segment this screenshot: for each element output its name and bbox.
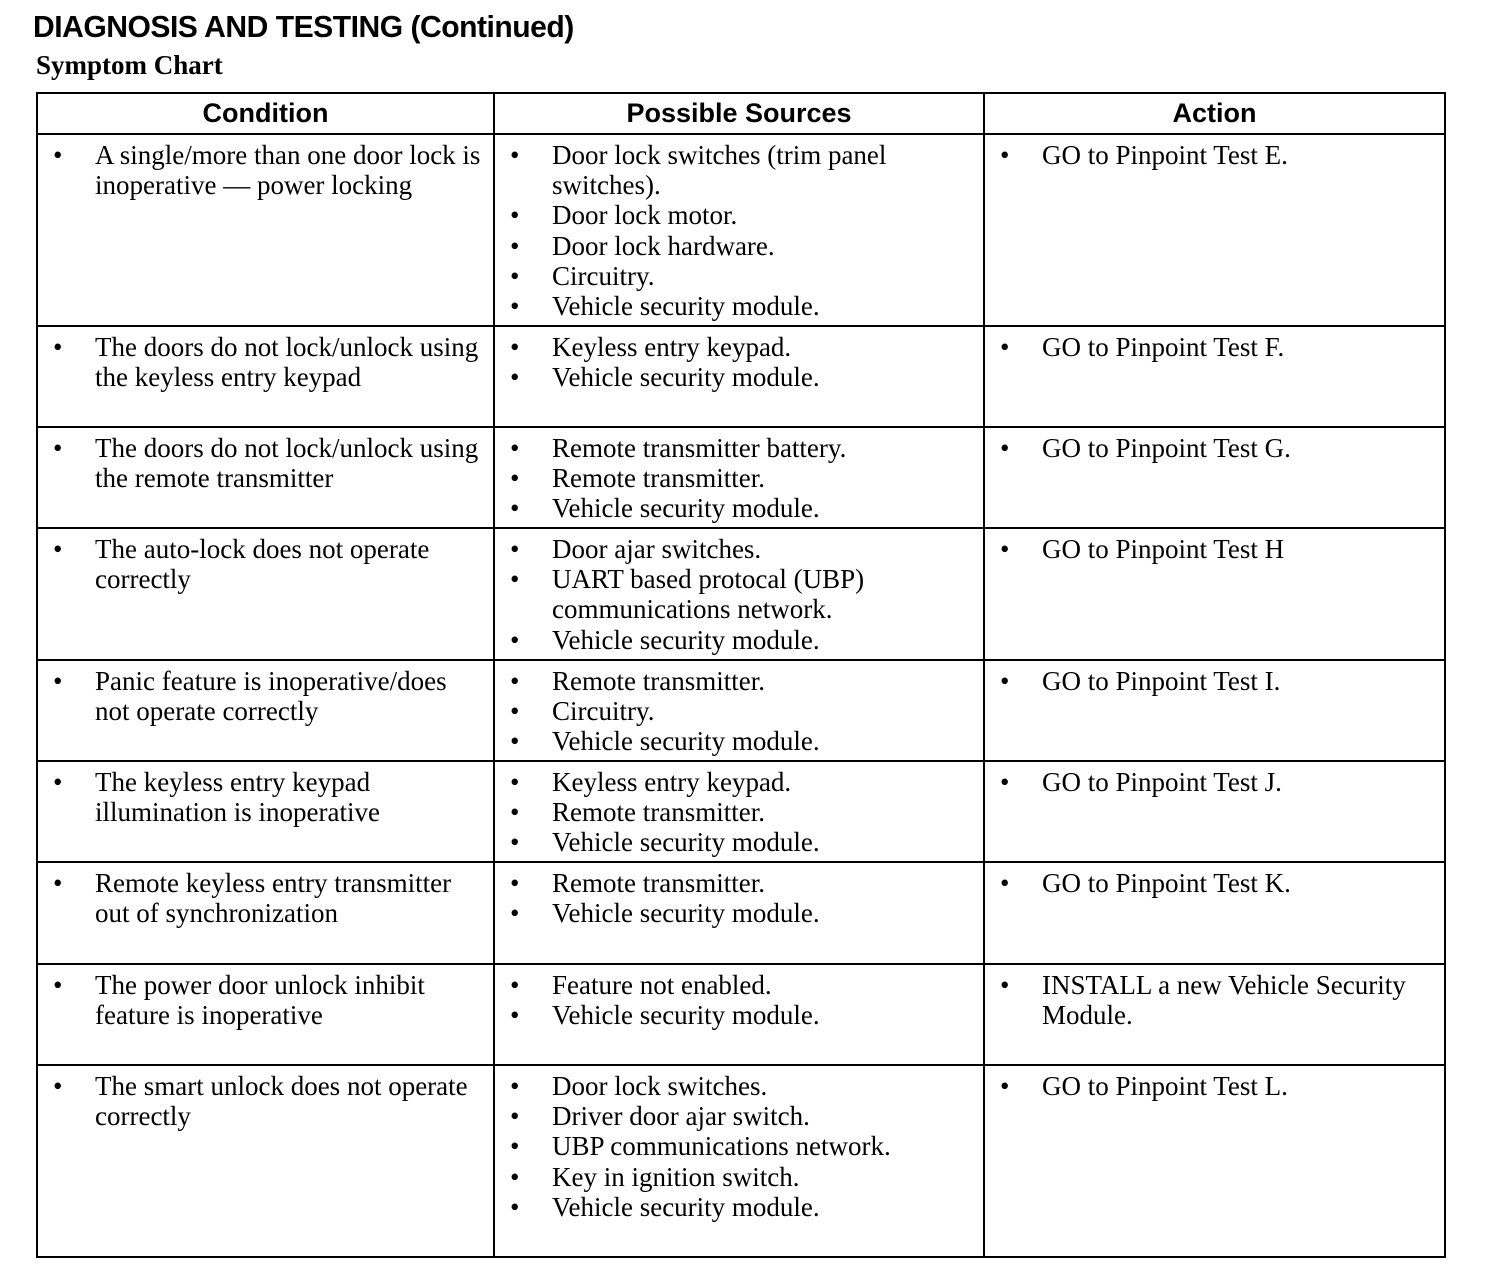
list-item-text: GO to Pinpoint Test E.: [1042, 140, 1288, 170]
bullet-icon: •: [1000, 970, 1010, 1000]
bullet-list: [495, 767, 983, 858]
bullet-list: [38, 140, 493, 200]
list-item-text: The smart unlock does not operate correctly: [95, 1071, 468, 1132]
list-item-text: INSTALL a new Vehicle Security Module.: [1042, 970, 1406, 1031]
bullet-icon: •: [1000, 666, 1010, 696]
symptom-chart-table: [36, 92, 1446, 1258]
list-item: [38, 767, 493, 827]
list-item-text: Keyless entry keypad.: [552, 332, 792, 362]
condition-cell: [37, 528, 494, 660]
list-item-text: Vehicle security module.: [552, 624, 820, 655]
bullet-list: [38, 868, 493, 928]
bullet-icon: •: [1000, 433, 1010, 463]
bullet-list: [495, 332, 983, 392]
bullet-icon: •: [510, 230, 520, 261]
list-item-text: Remote transmitter.: [552, 797, 765, 828]
condition-cell: [37, 134, 494, 326]
table-header-row: [37, 93, 1445, 134]
list-item: [495, 493, 983, 523]
list-item-text: The power door unlock inhibit feature is inoperative: [95, 970, 425, 1031]
action-cell: [984, 1065, 1445, 1257]
bullet-icon: •: [510, 332, 520, 362]
header-possible-sources: Possible Sources: [494, 93, 984, 134]
bullet-icon: •: [510, 970, 520, 1000]
table-row: [37, 1065, 1445, 1257]
bullet-icon: •: [510, 493, 520, 524]
bullet-icon: •: [510, 726, 520, 757]
bullet-icon: •: [53, 1071, 63, 1101]
list-item: [985, 433, 1444, 463]
bullet-icon: •: [1000, 868, 1010, 898]
list-item: [495, 1192, 983, 1222]
bullet-icon: •: [53, 666, 63, 696]
bullet-list: [38, 666, 493, 726]
list-item-text: The keyless entry keypad illumination is inoperative: [95, 767, 380, 828]
possible-sources-cell: [494, 862, 984, 964]
table-row: [37, 660, 1445, 761]
list-item-text: Panic feature is inoperative/does not operate correctly: [95, 666, 447, 727]
list-item: [495, 625, 983, 655]
list-item-text: UART based protocal (UBP) communications network.: [552, 564, 865, 625]
list-item-text: Vehicle security module.: [552, 362, 820, 393]
list-item: [495, 1162, 983, 1192]
action-cell: [984, 660, 1445, 761]
bullet-list: [985, 1071, 1444, 1101]
table-row: [37, 427, 1445, 528]
bullet-icon: •: [510, 260, 520, 291]
list-item-text: Vehicle security module.: [552, 493, 820, 524]
bullet-list: [985, 666, 1444, 696]
list-item-text: Vehicle security module.: [552, 827, 820, 858]
bullet-list: [38, 767, 493, 827]
table-row: [37, 134, 1445, 326]
bullet-list: [985, 433, 1444, 463]
bullet-list: [495, 534, 983, 655]
list-item: [495, 797, 983, 827]
list-item: [985, 666, 1444, 696]
condition-cell: [37, 1065, 494, 1257]
bullet-icon: •: [510, 898, 520, 929]
bullet-icon: •: [510, 291, 520, 322]
list-item-text: Keyless entry keypad.: [552, 767, 792, 797]
action-cell: [984, 964, 1445, 1065]
list-item-text: Door lock switches (trim panel switches).: [552, 140, 887, 201]
list-item-text: GO to Pinpoint Test G.: [1042, 433, 1291, 463]
list-item-text: GO to Pinpoint Test J.: [1042, 767, 1282, 797]
bullet-list: [38, 970, 493, 1030]
bullet-icon: •: [510, 534, 520, 564]
table-row: [37, 326, 1445, 427]
possible-sources-cell: [494, 660, 984, 761]
bullet-icon: •: [510, 1191, 520, 1222]
list-item: [495, 362, 983, 392]
list-item: [495, 534, 983, 564]
bullet-list: [38, 332, 493, 392]
list-item: [38, 433, 493, 493]
bullet-list: [495, 666, 983, 757]
possible-sources-cell: [494, 528, 984, 660]
list-item-text: Door ajar switches.: [552, 534, 762, 564]
bullet-list: [38, 534, 493, 594]
list-item: [38, 332, 493, 392]
list-item: [495, 231, 983, 261]
list-item-text: The auto-lock does not operate correctly: [95, 534, 430, 595]
bullet-icon: •: [510, 1071, 520, 1101]
list-item: [495, 970, 983, 1000]
bullet-icon: •: [1000, 767, 1010, 797]
bullet-list: [985, 534, 1444, 564]
list-item: [495, 1131, 983, 1161]
list-item: [985, 868, 1444, 898]
action-cell: [984, 134, 1445, 326]
list-item-text: GO to Pinpoint Test H: [1042, 534, 1285, 564]
list-item: [495, 140, 983, 200]
bullet-list: [985, 868, 1444, 898]
list-item: [985, 767, 1444, 797]
list-item: [495, 1071, 983, 1101]
list-item: [495, 433, 983, 463]
list-item: [495, 291, 983, 321]
list-item-text: GO to Pinpoint Test I.: [1042, 666, 1281, 696]
bullet-list: [985, 332, 1444, 362]
table-row: [37, 761, 1445, 862]
bullet-icon: •: [510, 797, 520, 828]
list-item: [495, 898, 983, 928]
header-condition: Condition: [37, 93, 494, 134]
list-item-text: A single/more than one door lock is inoperative — power locking: [95, 140, 481, 201]
bullet-list: [38, 433, 493, 493]
list-item: [495, 463, 983, 493]
bullet-icon: •: [53, 140, 63, 170]
list-item-text: The doors do not lock/unlock using the keyless entry keypad: [95, 332, 479, 393]
action-cell: [984, 326, 1445, 427]
list-item-text: GO to Pinpoint Test F.: [1042, 332, 1285, 362]
list-item-text: Door lock switches.: [552, 1071, 768, 1101]
action-cell: [984, 528, 1445, 660]
list-item: [985, 970, 1444, 1030]
list-item: [38, 970, 493, 1030]
list-item-text: Driver door ajar switch.: [552, 1101, 810, 1132]
action-cell: [984, 427, 1445, 528]
list-item: [495, 696, 983, 726]
list-item-text: Vehicle security module.: [552, 291, 820, 322]
list-item-text: Remote transmitter.: [552, 463, 765, 494]
condition-cell: [37, 761, 494, 862]
bullet-list: [495, 140, 983, 321]
list-item: [495, 767, 983, 797]
list-item: [495, 726, 983, 756]
list-item: [985, 332, 1444, 362]
list-item: [38, 868, 493, 928]
list-item-text: Vehicle security module.: [552, 1000, 820, 1031]
list-item: [38, 666, 493, 726]
list-item: [495, 1000, 983, 1030]
bullet-icon: •: [510, 564, 520, 595]
list-item: [38, 140, 493, 200]
bullet-icon: •: [510, 200, 520, 231]
condition-cell: [37, 326, 494, 427]
bullet-icon: •: [510, 827, 520, 858]
list-item: [495, 200, 983, 230]
bullet-icon: •: [510, 1101, 520, 1132]
bullet-icon: •: [510, 1131, 520, 1162]
bullet-list: [495, 433, 983, 524]
bullet-icon: •: [53, 534, 63, 564]
list-item-text: Circuitry.: [552, 260, 655, 291]
bullet-icon: •: [510, 433, 520, 463]
possible-sources-cell: [494, 1065, 984, 1257]
bullet-list: [985, 140, 1444, 170]
condition-cell: [37, 964, 494, 1065]
list-item-text: The doors do not lock/unlock using the remote transmitter: [95, 433, 479, 494]
list-item-text: GO to Pinpoint Test K.: [1042, 868, 1291, 898]
bullet-icon: •: [510, 868, 520, 898]
list-item: [495, 332, 983, 362]
list-item-text: Remote keyless entry transmitter out of synchronization: [95, 868, 452, 929]
bullet-list: [495, 868, 983, 928]
bullet-list: [38, 1071, 493, 1131]
header-action: Action: [984, 93, 1445, 134]
bullet-list: [495, 1071, 983, 1222]
list-item: [495, 261, 983, 291]
condition-cell: [37, 862, 494, 964]
list-item-text: Door lock hardware.: [552, 230, 775, 261]
list-item: [495, 827, 983, 857]
list-item-text: Door lock motor.: [552, 200, 738, 231]
list-item: [38, 534, 493, 594]
list-item-text: Remote transmitter.: [552, 868, 765, 898]
list-item-text: Key in ignition switch.: [552, 1161, 800, 1192]
table-row: [37, 528, 1445, 660]
bullet-list: [495, 970, 983, 1030]
bullet-icon: •: [510, 463, 520, 494]
table-row: [37, 964, 1445, 1065]
bullet-icon: •: [510, 140, 520, 170]
list-item: [495, 564, 983, 624]
bullet-icon: •: [510, 696, 520, 727]
page-title: DIAGNOSIS AND TESTING (Continued): [33, 9, 574, 44]
list-item: [985, 1071, 1444, 1101]
list-item: [495, 666, 983, 696]
bullet-icon: •: [1000, 534, 1010, 564]
bullet-list: [985, 970, 1444, 1030]
section-subtitle: Symptom Chart: [36, 50, 223, 80]
bullet-icon: •: [53, 433, 63, 463]
list-item: [985, 534, 1444, 564]
action-cell: [984, 862, 1445, 964]
possible-sources-cell: [494, 427, 984, 528]
list-item: [985, 140, 1444, 170]
possible-sources-cell: [494, 134, 984, 326]
bullet-icon: •: [510, 1161, 520, 1192]
bullet-icon: •: [53, 332, 63, 362]
bullet-icon: •: [53, 970, 63, 1000]
bullet-icon: •: [510, 666, 520, 696]
list-item-text: GO to Pinpoint Test L.: [1042, 1071, 1288, 1101]
list-item-text: Remote transmitter battery.: [552, 433, 847, 463]
possible-sources-cell: [494, 326, 984, 427]
bullet-icon: •: [510, 1000, 520, 1031]
list-item-text: Feature not enabled.: [552, 970, 772, 1000]
bullet-icon: •: [53, 767, 63, 797]
bullet-list: [985, 767, 1444, 797]
list-item: [38, 1071, 493, 1131]
action-cell: [984, 761, 1445, 862]
bullet-icon: •: [1000, 140, 1010, 170]
condition-cell: [37, 660, 494, 761]
list-item: [495, 1101, 983, 1131]
bullet-icon: •: [510, 624, 520, 655]
list-item-text: Remote transmitter.: [552, 666, 765, 696]
bullet-icon: •: [1000, 1071, 1010, 1101]
list-item-text: Vehicle security module.: [552, 726, 820, 757]
list-item-text: Vehicle security module.: [552, 898, 820, 929]
list-item-text: UBP communications network.: [552, 1131, 891, 1162]
bullet-icon: •: [1000, 332, 1010, 362]
bullet-icon: •: [510, 767, 520, 797]
bullet-icon: •: [53, 868, 63, 898]
list-item: [495, 868, 983, 898]
condition-cell: [37, 427, 494, 528]
bullet-icon: •: [510, 362, 520, 393]
list-item-text: Circuitry.: [552, 696, 655, 727]
list-item-text: Vehicle security module.: [552, 1191, 820, 1222]
possible-sources-cell: [494, 964, 984, 1065]
table-row: [37, 862, 1445, 964]
possible-sources-cell: [494, 761, 984, 862]
